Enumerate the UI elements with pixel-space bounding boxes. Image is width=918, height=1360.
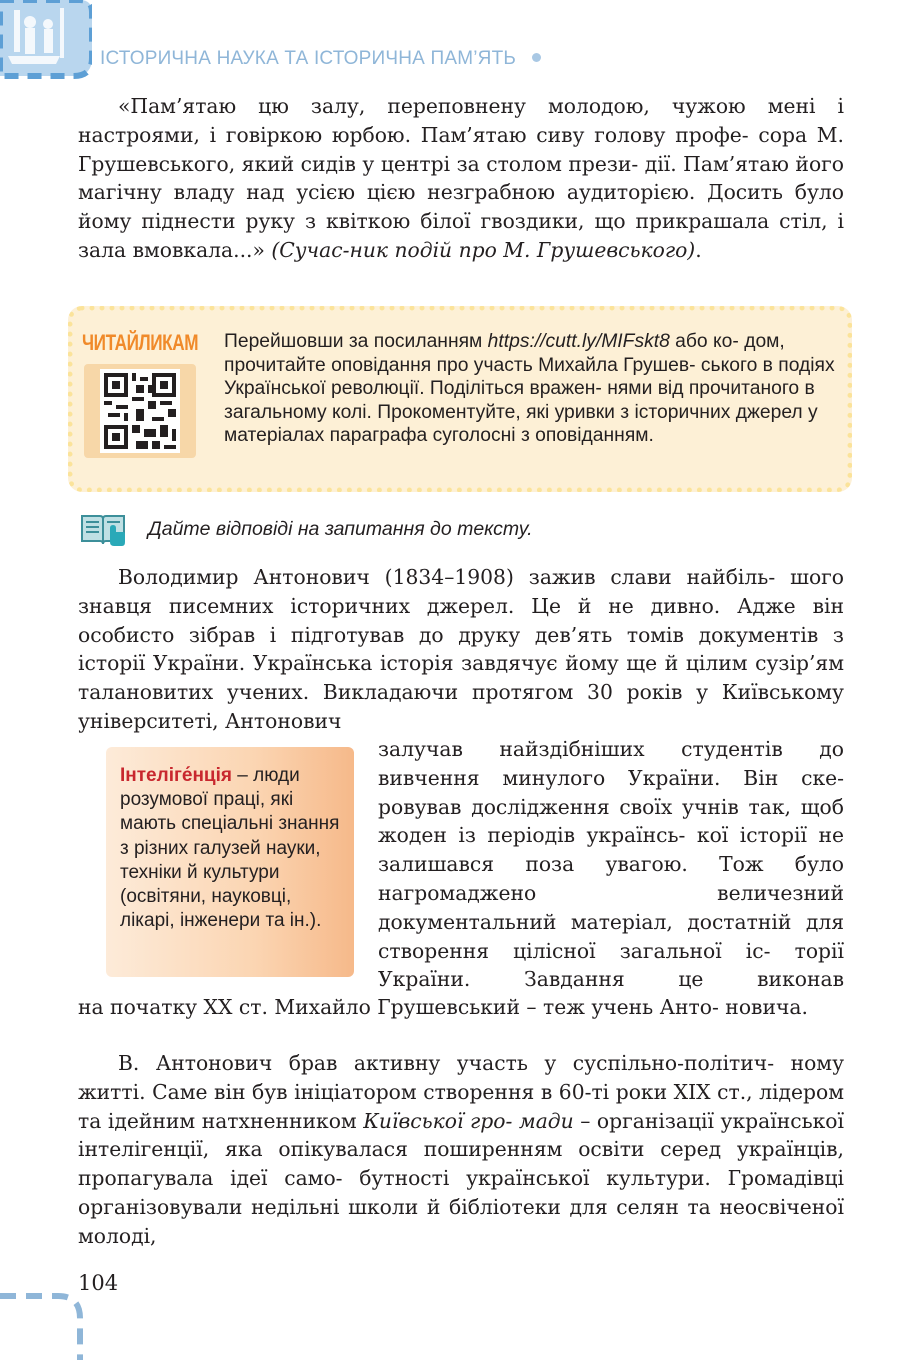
qr-code-icon[interactable] [100,369,180,453]
text-line: ровував дослідження своїх учнів [378,794,739,819]
reader-link[interactable]: https://cutt.ly/MIFskt8 [487,331,670,352]
text-line: вивчення минулого України. Він ске- [378,765,844,790]
book-pointer-icon [80,512,126,548]
quote-line: аудиторією. Досить було йому піднести руку з квіткою білої [78,180,844,234]
reader-text-part: які уривки з історичних джерел у матеріалах параграфа [224,401,818,446]
antonovych-closing [78,993,844,1022]
text-line: кої історії не залишався поза увагою. [378,823,844,877]
header-dot [532,53,541,62]
text-line: так, щоб жоден із періодів українсь- [378,794,844,848]
hromada-paragraph [78,1049,844,1251]
text-line: Адже він особисто зібрав і підготував до друку дев’ять томів [78,593,844,647]
reader-text-part: суголосні з оповіданням. [432,425,654,446]
corner-decoration [0,1282,92,1360]
text-line: торії України. Завдання це виконав [378,938,844,992]
text-line: залучав найздібніших студентів до [378,737,844,761]
text-line: ХІХ ст., лідером та ідейним натхненником [78,1079,844,1133]
reader-text-part: дом, прочитайте оповідання про участь Михайла Грушев- [224,331,785,376]
text-line: шого знавця писемних історичних джерел. Це й не дивно. [78,565,844,618]
quote-line: сора М. Грушевського, який сидів у центрі за столом прези- [78,122,844,176]
qr-frame [84,364,196,458]
text-line: – організації української інтелігенції, яка опікувалася [78,1108,844,1162]
corner-badge [0,0,92,80]
text-line: новича. [725,995,808,1019]
hromada-term: мади [518,1108,574,1133]
hromada-term: Київської гро- [363,1108,513,1133]
reader-text-part: нями від прочитаного в загальному колі. Прокоментуйте, [224,378,815,423]
text-line: йому ще й цілим сузір’ям талановитих учених. Викладаючи [78,651,844,705]
reader-text-part: або ко- [669,331,739,352]
quote-line: «Пам’ятаю цю залу, переповнену молодою, чужою мені і [118,94,844,118]
page-number: 104 [78,1271,119,1295]
text-line: для створення цілісної загальної іс- [378,909,844,963]
antonovych-paragraph [78,563,844,736]
task-instruction: Дайте відповіді на запитання до тексту. [148,518,533,540]
quote-source: (Сучас- [271,237,350,262]
text-line: документальний матеріал, достатній [378,909,792,934]
antonovych-wrapped [378,735,844,994]
definition-body: – люди розумової праці, які мають спеціальні знання з різних галузей науки, техніки й культури (освітяни, науковці, лікарі, інженери та ін.). [120,765,340,932]
text-line: документів з історії України. Українська історія завдячує [78,622,844,676]
definition-text [120,764,350,933]
text-line: на початку ХХ ст. Михайло Грушевський – теж учень Анто- [78,995,719,1019]
reader-box-text [224,330,844,448]
definition-term: Інтеліге́нція [120,765,232,786]
text-line: Тож було нагромаджено величезний [378,852,844,905]
quote-paragraph [78,92,844,265]
reader-box-title: ЧИТАЙЛИКАМ [82,330,199,355]
reader-text-part: ського в подіях Української революції. Поділіться вражен- [224,354,835,399]
running-title: ІСТОРИЧНА НАУКА ТА ІСТОРИЧНА ПАМ’ЯТЬ [100,48,600,74]
text-line: В. Антонович брав активну участь у суспільно-політич- [118,1051,775,1075]
quote-source: ник подій про М. Грушевського) [349,237,696,262]
text-line: поширенням освіти серед українців, пропагувала ідеї само- [78,1137,844,1191]
quote-line: гвоздики, що прикрашала стіл, і зала вмовкала...» [78,209,844,262]
text-line: протягом 30 років у Київському університеті, Антонович [78,680,844,733]
text-line: ному житті. Саме він був ініціатором створення в 60-ті роки [78,1051,845,1104]
quote-line: настроями, і говіркою юрбою. Пам’ятаю сиву голову профе- [78,122,749,147]
text-line: бутності української культури. Громадівці організовували [78,1166,844,1219]
text-line: Володимир Антонович (1834–1908) зажив слави найбіль- [118,565,776,589]
reader-text-part: Перейшовши за посиланням [224,331,488,352]
quote-end: . [695,237,702,262]
text-line: недільні школи й бібліотеки для селян та неосвіченої молоді, [78,1194,844,1248]
quote-line: дії. Пам’ятаю його магічну владу над усією цією незграбною [78,151,844,205]
